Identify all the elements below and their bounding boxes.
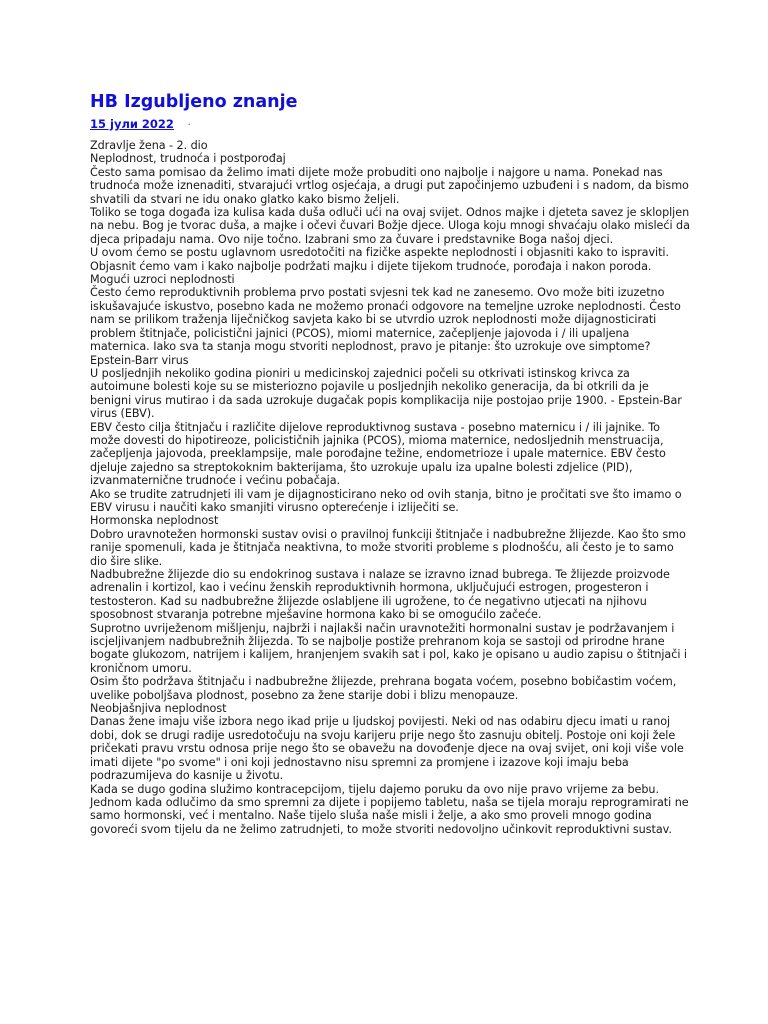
paragraph: Osim što podržava štitnjaču i nadbubrežne žlijezde, prehrana bogata voćem, posebno bobičastim voćem, uvelike poboljšava plodnost, posebno za žene starije dobi i blizu menopauze.	[90, 675, 677, 702]
section-heading: Epstein-Barr virus	[90, 353, 189, 367]
paragraph: Ako se trudite zatrudnjeti ili vam je dijagnosticirano neko od ovih stanja, bitno je pročitati sve što imamo o EBV virusu i naučiti kako smanjiti virusno opterećenje i izliječiti se.	[90, 487, 682, 514]
paragraph: Često ćemo reproduktivnih problema prvo postati svjesni tek kad ne zanesemo. Ovo može biti izuzetno iskušavajuće iskustvo, posebno kada ne možemo pronaći odgovore na temeljne uzroke neplodnosti. Često nam se prilikom traženja liječničkog savjeta kako bi se utvrdio uzrok neplodnosti može dijagnosticirati problem štitnjače, policistični jajnici (PCOS), miomi maternice, začepljenje jajovoda i / ili upaljena maternica. Iako sva ta stanja mogu stvoriti neplodnost, pravo je pitanje: što uzrokuje ove simptome?	[90, 286, 681, 354]
paragraph: EBV često cilja štitnjaču i različite dijelove reproduktivnog sustava - posebno maternicu i / ili jajnike. To može dovesti do hipotireoze, policističnih jajnika (PCOS), mioma maternice, nedosljednih menstruacija, začepljenja jajovoda, preeklampsije, male porođajne težine, endometrioze i upale maternice. EBV često djeluje zajedno sa streptokoknim bakterijama, što uzrokuje upalu iza upalne bolesti zdjelice (PID), izvanmaternične trudnoće i većinu pobačaja.	[90, 420, 666, 488]
paragraph: Suprotno uvriježenom mišljenju, najbrži i najlakši način uravnotežiti hormonalni sustav je podržavanjem i iscjeljivanjem nadbubrežnih žlijezda. To se najbolje postiže prehranom koja se sastoji od prirodne hrane bogate glukozom, natrijem i kalijem, hranjenjem svakih sat i pol, kako je opisano u audio zapisu o štitnjači i kroničnom umoru.	[90, 621, 687, 675]
blog-title[interactable]: HB Izgubljeno znanje	[90, 92, 298, 112]
paragraph: Toliko se toga događa iza kulisa kada duša odluči ući na ovaj svijet. Odnos majke i djeteta savez je sklopljen na nebu. Bog je tvorac duša, a majke i očevi čuvari Božje djece. Uloga koju mnogi shvaćaju olako misleći da djeca pripadaju nama. Ovo nije točno. Izabrani smo za čuvare i predstavnike Boga našoj djeci.	[90, 206, 690, 246]
meta-separator: ·	[187, 120, 191, 131]
paragraph: Često sama pomisao da želimo imati dijete može probuditi ono najbolje i najgore u nama. Ponekad nas trudnoća može iznenaditi, stvarajući vrtlog osjećaja, a drugi put započinjemo uzbuđeni i s nadom, da bismo shvatili da stvari ne idu onako glatko kako bismo željeli.	[90, 165, 689, 206]
post-date-link[interactable]: 15 јули 2022	[90, 117, 174, 131]
section-heading: Neplodnost, trudnoća i postporođaj	[90, 152, 286, 166]
paragraph: Dobro uravnotežen hormonski sustav ovisi o pravilnoj funkciji štitnjače i nadbubrežne žlijezde. Kao što smo ranije spomenuli, kada je štitnjača neaktivna, to može stvoriti probleme s plodnošću, ali često je to samo dio šire slike.	[90, 527, 686, 568]
section-heading: Mogući uzroci neplodnosti	[90, 273, 235, 287]
post-meta	[90, 116, 191, 134]
section-heading: Neobjašnjiva neplodnost	[90, 702, 227, 716]
paragraph: Kada se dugo godina služimo kontracepcijom, tijelu dajemo poruku da ovo nije pravo vrijeme za bebu. Jednom kada odlučimo da smo spremni za dijete i popijemo tabletu, naša se tijela moraju reprogramirati ne samo hormonski, već i mentalno. Naše tijelo sluša naše misli i želje, a ako smo proveli mnogo godina govoreći svom tijelu da ne želimo zatrudnjeti, to može stvoriti nedovoljno učinkovit reproduktivni sustav.	[90, 782, 689, 836]
section-heading: Hormonska neplodnost	[90, 514, 219, 528]
paragraph: Nadbubrežne žlijezde dio su endokrinog sustava i nalaze se izravno iznad bubrega. Te žlijezde proizvode adrenalin i kortizol, kao i većinu ženskih reproduktivnih hormona, uključujući estrogen, progesteron i testosteron. Kad su nadbubrežne žlijezde oslabljene ili ugrožene, to će negativno utjecati na njihovu sposobnost stvaranja potrebne mješavine hormona kako bi se omogućilo začeće.	[90, 568, 670, 622]
paragraph: U ovom ćemo se postu uglavnom usredotočiti na fizičke aspekte neplodnosti i objasniti kako to ispraviti. Objasnit ćemo vam i kako najbolje podržati majku i dijete tijekom trudnoće, porođaja i nakon poroda.	[90, 246, 669, 273]
post-subtitle: Zdravlje žena - 2. dio	[90, 139, 208, 152]
post-body	[90, 139, 690, 836]
paragraph: Danas žene imaju više izbora nego ikad prije u ljudskoj povijesti. Neki od nas odabiru djecu imati u ranoj dobi, dok se drugi radije usredotočuju na svoju karijeru prije nego što zasnuju obitelj. Postoje oni koji žele pričekati pravu vrstu odnosa prije nego što se obavežu na dovođenje djece na ovaj svijet, oni koji više vole imati dijete "po svome" i oni koji jednostavno nisu spremni za promjene i izazove koji imaju beba podrazumijeva do kasnije u životu.	[90, 715, 684, 783]
paragraph: U posljednjih nekoliko godina pioniri u medicinskoj zajednici počeli su otkrivati istinskog krivca za autoimune bolesti koje su se misteriozno pojavile u posljednjih nekoliko generacija, da bi otkrili da je benigni virus mutirao i da sada uzrokuje dugačak popis komplikacija nije postojao prije 1900. - Epstein-Bar virus (EBV).	[90, 366, 682, 421]
